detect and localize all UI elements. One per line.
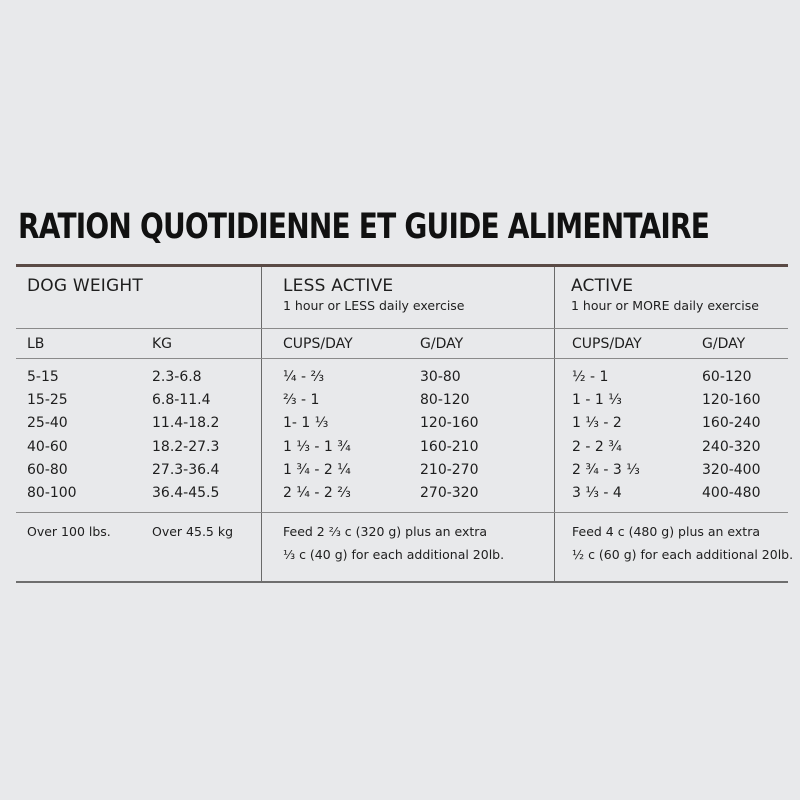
page-title: RATION QUOTIDIENNE ET GUIDE ALIMENTAIRE xyxy=(18,207,710,247)
table-cell: 120-160 xyxy=(420,415,479,432)
table-cell: 400-480 xyxy=(702,485,761,502)
table-cell: 210-270 xyxy=(420,461,479,478)
table-cell: 160-240 xyxy=(702,415,761,432)
table-cell: 30-80 xyxy=(420,369,461,385)
column-less-cups xyxy=(283,366,351,505)
table-bottom-rule xyxy=(16,581,788,583)
footer-top-rule xyxy=(16,512,788,513)
table-cell: 18.2-27.3 xyxy=(152,438,220,455)
table-cell: 5-15 xyxy=(27,369,59,385)
column-header-active-cups: CUPS/DAY xyxy=(572,336,642,352)
table-cell: 60-120 xyxy=(702,369,752,385)
column-active-g xyxy=(702,366,761,505)
footer-less-line2: ⅓ c (40 g) for each additional 20lb. xyxy=(283,547,505,562)
table-cell: 270-320 xyxy=(420,485,479,502)
table-cell: 36.4-45.5 xyxy=(152,485,220,502)
table-cell: ⅔ - 1 xyxy=(283,392,320,409)
table-cell: ½ - 1 xyxy=(572,369,609,385)
table-cell: 3 ⅓ - 4 xyxy=(572,485,622,502)
group-header-rule xyxy=(16,328,788,329)
column-header-lb: LB xyxy=(27,336,45,352)
footer-kg: Over 45.5 kg xyxy=(152,524,234,539)
divider-active xyxy=(554,267,555,582)
column-header-less-cups: CUPS/DAY xyxy=(283,336,353,352)
table-cell: 11.4-18.2 xyxy=(152,415,220,432)
table-top-rule xyxy=(16,264,788,267)
table-cell: 27.3-36.4 xyxy=(152,461,220,478)
footer-lb: Over 100 lbs. xyxy=(27,524,111,539)
table-cell: 25-40 xyxy=(27,415,68,432)
table-cell: 2 ¾ - 3 ⅓ xyxy=(572,461,640,478)
table-cell: 240-320 xyxy=(702,438,761,455)
table-cell: 2 - 2 ¾ xyxy=(572,438,622,455)
column-lb xyxy=(27,366,77,505)
group-header-active: ACTIVE xyxy=(571,276,634,296)
footer-active-line2: ½ c (60 g) for each additional 20lb. xyxy=(572,547,794,562)
column-less-g xyxy=(420,366,479,505)
table-cell: 80-100 xyxy=(27,485,77,502)
column-header-less-g: G/DAY xyxy=(420,336,464,352)
column-header-rule xyxy=(16,358,788,359)
table-cell: 15-25 xyxy=(27,392,68,409)
table-cell: ¼ - ⅔ xyxy=(283,369,325,385)
table-cell: 2 ¼ - 2 ⅔ xyxy=(283,485,351,502)
column-header-active-g: G/DAY xyxy=(702,336,746,352)
table-cell: 1 - 1 ⅓ xyxy=(572,392,622,409)
table-cell: 40-60 xyxy=(27,438,68,455)
group-header-less-active: LESS ACTIVE xyxy=(283,276,394,296)
group-subheader-active: 1 hour or MORE daily exercise xyxy=(571,298,759,313)
table-cell: 1- 1 ⅓ xyxy=(283,415,329,432)
table-cell: 6.8-11.4 xyxy=(152,392,211,409)
table-cell: 2.3-6.8 xyxy=(152,369,202,385)
table-cell: 60-80 xyxy=(27,461,68,478)
table-cell: 1 ¾ - 2 ¼ xyxy=(283,461,351,478)
column-kg xyxy=(152,366,219,505)
table-cell: 1 ⅓ - 2 xyxy=(572,415,622,432)
table-cell: 120-160 xyxy=(702,392,761,409)
table-cell: 80-120 xyxy=(420,392,470,409)
table-cell: 160-210 xyxy=(420,438,479,455)
group-header-dog-weight: DOG WEIGHT xyxy=(27,276,143,296)
divider-less-active xyxy=(261,267,262,582)
column-active-cups xyxy=(572,366,640,505)
footer-active-line1: Feed 4 c (480 g) plus an extra xyxy=(572,524,761,539)
table-cell: 1 ⅓ - 1 ¾ xyxy=(283,438,351,455)
column-header-kg: KG xyxy=(152,336,173,352)
footer-less-line1: Feed 2 ⅔ c (320 g) plus an extra xyxy=(283,524,488,539)
group-subheader-less-active: 1 hour or LESS daily exercise xyxy=(283,298,465,313)
table-cell: 320-400 xyxy=(702,461,761,478)
